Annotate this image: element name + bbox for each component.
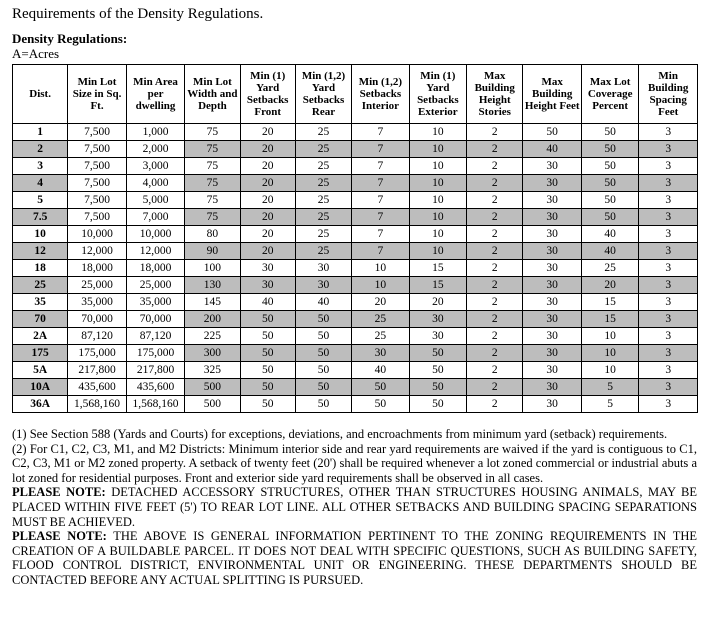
table-cell: 70,000	[126, 311, 185, 328]
table-cell: 2	[467, 226, 523, 243]
table-cell: 50	[581, 141, 638, 158]
table-cell: 30	[523, 362, 582, 379]
table-cell: 87,120	[68, 328, 127, 345]
table-cell: 1,568,160	[68, 396, 127, 413]
table-cell: 3	[639, 311, 698, 328]
table-cell: 10	[409, 141, 466, 158]
table-cell: 25	[295, 175, 351, 192]
table-cell: 50	[240, 328, 295, 345]
table-cell: 3	[639, 243, 698, 260]
table-cell: 30	[523, 209, 582, 226]
table-cell: 100	[185, 260, 240, 277]
table-cell: 50	[240, 396, 295, 413]
table-cell: 50	[240, 311, 295, 328]
table-row	[13, 175, 698, 192]
header-exterior-setback: Min (1) Yard Setbacks Exterior	[409, 65, 466, 124]
table-cell: 200	[185, 311, 240, 328]
table-row	[13, 260, 698, 277]
table-cell: 435,600	[126, 379, 185, 396]
district-cell: 5A	[13, 362, 68, 379]
table-cell: 5	[581, 396, 638, 413]
table-cell: 7	[352, 124, 409, 141]
table-body	[13, 124, 698, 413]
table-cell: 50	[409, 396, 466, 413]
table-cell: 12,000	[126, 243, 185, 260]
table-cell: 30	[240, 277, 295, 294]
district-cell: 2	[13, 141, 68, 158]
table-cell: 10,000	[126, 226, 185, 243]
table-cell: 30	[523, 226, 582, 243]
table-cell: 30	[352, 345, 409, 362]
header-min-lot-width-depth: Min Lot Width and Depth	[185, 65, 240, 124]
table-cell: 15	[581, 311, 638, 328]
table-cell: 2	[467, 379, 523, 396]
table-cell: 30	[523, 277, 582, 294]
table-cell: 10	[352, 277, 409, 294]
table-cell: 50	[409, 379, 466, 396]
table-cell: 2	[467, 243, 523, 260]
table-cell: 20	[409, 294, 466, 311]
table-cell: 7	[352, 192, 409, 209]
header-min-area-per-dwelling: Min Area per dwelling	[126, 65, 185, 124]
table-cell: 7	[352, 209, 409, 226]
district-cell: 35	[13, 294, 68, 311]
district-cell: 7.5	[13, 209, 68, 226]
please-note-accessory	[12, 485, 697, 529]
table-cell: 75	[185, 192, 240, 209]
table-cell: 30	[523, 243, 582, 260]
table-cell: 3	[639, 328, 698, 345]
table-cell: 3	[639, 158, 698, 175]
table-row	[13, 192, 698, 209]
table-cell: 50	[240, 379, 295, 396]
table-cell: 30	[523, 328, 582, 345]
district-cell: 70	[13, 311, 68, 328]
density-table	[12, 64, 698, 413]
table-row	[13, 328, 698, 345]
table-row	[13, 396, 698, 413]
table-cell: 3	[639, 209, 698, 226]
table-cell: 25	[295, 192, 351, 209]
table-cell: 30	[523, 158, 582, 175]
table-cell: 7	[352, 243, 409, 260]
table-cell: 7,500	[68, 175, 127, 192]
table-cell: 10	[409, 209, 466, 226]
table-cell: 3	[639, 260, 698, 277]
table-cell: 30	[240, 260, 295, 277]
table-row	[13, 294, 698, 311]
table-cell: 10	[581, 345, 638, 362]
table-row	[13, 209, 698, 226]
table-cell: 7	[352, 175, 409, 192]
table-cell: 10	[409, 226, 466, 243]
table-cell: 50	[409, 345, 466, 362]
table-cell: 10	[409, 158, 466, 175]
table-cell: 10	[581, 362, 638, 379]
table-cell: 30	[523, 379, 582, 396]
district-cell: 25	[13, 277, 68, 294]
table-cell: 2	[467, 311, 523, 328]
table-row	[13, 362, 698, 379]
table-cell: 75	[185, 158, 240, 175]
header-building-spacing: Min Building Spacing Feet	[639, 65, 698, 124]
table-cell: 15	[409, 260, 466, 277]
table-cell: 30	[409, 328, 466, 345]
table-cell: 3	[639, 124, 698, 141]
table-cell: 20	[352, 294, 409, 311]
table-cell: 50	[581, 192, 638, 209]
table-cell: 50	[523, 124, 582, 141]
table-cell: 50	[295, 396, 351, 413]
table-cell: 10,000	[68, 226, 127, 243]
table-cell: 50	[295, 379, 351, 396]
table-cell: 130	[185, 277, 240, 294]
table-row	[13, 158, 698, 175]
table-cell: 30	[523, 396, 582, 413]
table-cell: 500	[185, 379, 240, 396]
table-cell: 1,568,160	[126, 396, 185, 413]
table-cell: 20	[240, 226, 295, 243]
table-cell: 30	[295, 260, 351, 277]
table-cell: 25	[295, 226, 351, 243]
please-note-general	[12, 529, 697, 587]
table-cell: 20	[240, 124, 295, 141]
table-cell: 7	[352, 141, 409, 158]
table-cell: 75	[185, 209, 240, 226]
table-cell: 50	[240, 362, 295, 379]
table-cell: 30	[409, 311, 466, 328]
header-height-stories: Max Building Height Stories	[467, 65, 523, 124]
table-cell: 3	[639, 396, 698, 413]
table-cell: 15	[581, 294, 638, 311]
table-cell: 7,000	[126, 209, 185, 226]
table-cell: 40	[581, 243, 638, 260]
header-district: Dist.	[13, 65, 68, 124]
table-cell: 10	[409, 192, 466, 209]
table-cell: 10	[409, 175, 466, 192]
table-cell: 3	[639, 362, 698, 379]
table-cell: 25	[581, 260, 638, 277]
table-cell: 7,500	[68, 124, 127, 141]
table-cell: 50	[240, 345, 295, 362]
table-cell: 90	[185, 243, 240, 260]
table-cell: 3	[639, 277, 698, 294]
table-cell: 2	[467, 362, 523, 379]
table-cell: 20	[240, 243, 295, 260]
table-cell: 3	[639, 141, 698, 158]
table-cell: 50	[295, 311, 351, 328]
table-cell: 3	[639, 345, 698, 362]
district-cell: 5	[13, 192, 68, 209]
table-cell: 435,600	[68, 379, 127, 396]
table-cell: 25	[295, 209, 351, 226]
table-cell: 40	[240, 294, 295, 311]
table-cell: 2	[467, 209, 523, 226]
table-cell: 50	[581, 175, 638, 192]
table-cell: 2	[467, 328, 523, 345]
table-cell: 50	[581, 124, 638, 141]
table-cell: 25,000	[68, 277, 127, 294]
document-title: Requirements of the Density Regulations.	[12, 6, 264, 22]
table-cell: 25	[295, 158, 351, 175]
district-cell: 36A	[13, 396, 68, 413]
legend-note: A=Acres	[12, 46, 60, 61]
table-cell: 20	[240, 141, 295, 158]
table-cell: 175,000	[68, 345, 127, 362]
table-cell: 70,000	[68, 311, 127, 328]
header-min-lot-size: Min Lot Size in Sq. Ft.	[68, 65, 127, 124]
table-cell: 20	[240, 192, 295, 209]
table-cell: 50	[295, 362, 351, 379]
table-cell: 7,500	[68, 192, 127, 209]
header-front-setback: Min (1) Yard Setbacks Front	[240, 65, 295, 124]
table-cell: 3	[639, 294, 698, 311]
district-cell: 18	[13, 260, 68, 277]
table-cell: 75	[185, 141, 240, 158]
table-cell: 30	[295, 277, 351, 294]
table-cell: 2	[467, 396, 523, 413]
table-cell: 30	[523, 311, 582, 328]
table-row	[13, 243, 698, 260]
section-heading: Density Regulations:	[12, 31, 128, 46]
table-cell: 35,000	[68, 294, 127, 311]
table-cell: 3	[639, 175, 698, 192]
table-cell: 2,000	[126, 141, 185, 158]
table-cell: 7,500	[68, 209, 127, 226]
table-cell: 2	[467, 345, 523, 362]
table-cell: 40	[581, 226, 638, 243]
table-cell: 30	[523, 294, 582, 311]
table-row	[13, 345, 698, 362]
district-cell: 2A	[13, 328, 68, 345]
table-cell: 50	[352, 396, 409, 413]
table-cell: 4,000	[126, 175, 185, 192]
table-cell: 40	[523, 141, 582, 158]
table-cell: 25	[295, 141, 351, 158]
table-cell: 50	[581, 209, 638, 226]
district-cell: 10	[13, 226, 68, 243]
please-note-text: THE ABOVE IS GENERAL INFORMATION PERTINENT TO THE ZONING REQUIREMENTS IN THE CREATION OF A BUILDABLE PARCEL. IT DOES NOT DEAL WITH SPECIFIC QUESTIONS, SUCH AS BUILDING SAFETY, FLOOD CONTROL DISTRICT, ENVIRONMENTAL UNIT OR ENGINEERING. THESE DEPARTMENTS SHOULD BE CONTACTED BEFORE ANY ACTUAL SPLITTING IS PURSUED.	[12, 529, 698, 587]
footnotes	[12, 427, 697, 588]
table-cell: 325	[185, 362, 240, 379]
table-cell: 2	[467, 260, 523, 277]
table-cell: 50	[295, 328, 351, 345]
header-height-feet: Max Building Height Feet	[523, 65, 582, 124]
table-cell: 20	[240, 209, 295, 226]
table-cell: 75	[185, 124, 240, 141]
table-header-row	[13, 65, 698, 124]
table-cell: 35,000	[126, 294, 185, 311]
table-cell: 7	[352, 158, 409, 175]
header-rear-setback: Min (1,2) Yard Setbacks Rear	[295, 65, 351, 124]
table-cell: 25	[295, 243, 351, 260]
table-cell: 10	[352, 260, 409, 277]
table-cell: 25	[295, 124, 351, 141]
table-cell: 2	[467, 294, 523, 311]
please-note-label: PLEASE NOTE:	[12, 529, 107, 544]
district-cell: 3	[13, 158, 68, 175]
table-cell: 3	[639, 192, 698, 209]
district-cell: 175	[13, 345, 68, 362]
table-cell: 20	[581, 277, 638, 294]
table-cell: 225	[185, 328, 240, 345]
district-cell: 4	[13, 175, 68, 192]
footnote-2: (2) For C1, C2, C3, M1, and M2 Districts: Minimum interior side and rear yard requirements are waived if the yard is contiguous to C1, C2, C3, M1 or M2 zoned property. A setback of twenty feet (20') shall be required whenever a lot zoned commercial or industrial abuts a lot zoned for residential purposes. Front and exterior side yard requirements shall be observed in all cases.	[12, 441, 697, 485]
table-cell: 80	[185, 226, 240, 243]
table-cell: 5,000	[126, 192, 185, 209]
header-lot-coverage: Max Lot Coverage Percent	[581, 65, 638, 124]
table-cell: 30	[523, 192, 582, 209]
table-cell: 300	[185, 345, 240, 362]
table-row	[13, 141, 698, 158]
table-cell: 3	[639, 379, 698, 396]
table-cell: 10	[409, 243, 466, 260]
please-note-label: PLEASE NOTE:	[12, 485, 106, 500]
table-row	[13, 277, 698, 294]
footnote-1: (1) See Section 588 (Yards and Courts) for exceptions, deviations, and encroachments from minimum yard (setback) requirements.	[12, 427, 668, 441]
table-row	[13, 226, 698, 243]
table-cell: 1,000	[126, 124, 185, 141]
table-cell: 25,000	[126, 277, 185, 294]
district-cell: 10A	[13, 379, 68, 396]
table-cell: 10	[581, 328, 638, 345]
table-cell: 40	[352, 362, 409, 379]
table-cell: 30	[523, 175, 582, 192]
table-row	[13, 124, 698, 141]
table-cell: 7,500	[68, 158, 127, 175]
table-cell: 87,120	[126, 328, 185, 345]
table-cell: 25	[352, 311, 409, 328]
please-note-text: DETACHED ACCESSORY STRUCTURES, OTHER THAN STRUCTURES HOUSING ANIMALS, MAY BE PLACED WITHIN FIVE FEET (5') TO REAR LOT LINE. ALL OTHER SETBACKS AND BUILDING SPACING SEPARATIONS MUST BE ACHIEVED.	[12, 485, 697, 529]
table-cell: 2	[467, 141, 523, 158]
table-cell: 5	[581, 379, 638, 396]
table-cell: 50	[295, 345, 351, 362]
table-row	[13, 311, 698, 328]
table-cell: 175,000	[126, 345, 185, 362]
table-cell: 7	[352, 226, 409, 243]
table-cell: 2	[467, 175, 523, 192]
table-cell: 15	[409, 277, 466, 294]
table-cell: 3,000	[126, 158, 185, 175]
table-cell: 50	[409, 362, 466, 379]
table-cell: 12,000	[68, 243, 127, 260]
header-interior-setback: Min (1,2) Setbacks Interior	[352, 65, 409, 124]
table-cell: 18,000	[126, 260, 185, 277]
table-cell: 18,000	[68, 260, 127, 277]
table-cell: 20	[240, 158, 295, 175]
table-cell: 10	[409, 124, 466, 141]
table-cell: 2	[467, 192, 523, 209]
table-cell: 2	[467, 124, 523, 141]
table-cell: 145	[185, 294, 240, 311]
table-cell: 40	[295, 294, 351, 311]
table-cell: 30	[523, 345, 582, 362]
table-cell: 217,800	[68, 362, 127, 379]
table-cell: 25	[352, 328, 409, 345]
district-cell: 12	[13, 243, 68, 260]
table-cell: 217,800	[126, 362, 185, 379]
table-cell: 20	[240, 175, 295, 192]
table-cell: 3	[639, 226, 698, 243]
table-cell: 30	[523, 260, 582, 277]
table-cell: 50	[581, 158, 638, 175]
table-row	[13, 379, 698, 396]
table-cell: 75	[185, 175, 240, 192]
table-cell: 50	[352, 379, 409, 396]
table-cell: 500	[185, 396, 240, 413]
table-cell: 2	[467, 158, 523, 175]
table-cell: 7,500	[68, 141, 127, 158]
table-cell: 2	[467, 277, 523, 294]
district-cell: 1	[13, 124, 68, 141]
